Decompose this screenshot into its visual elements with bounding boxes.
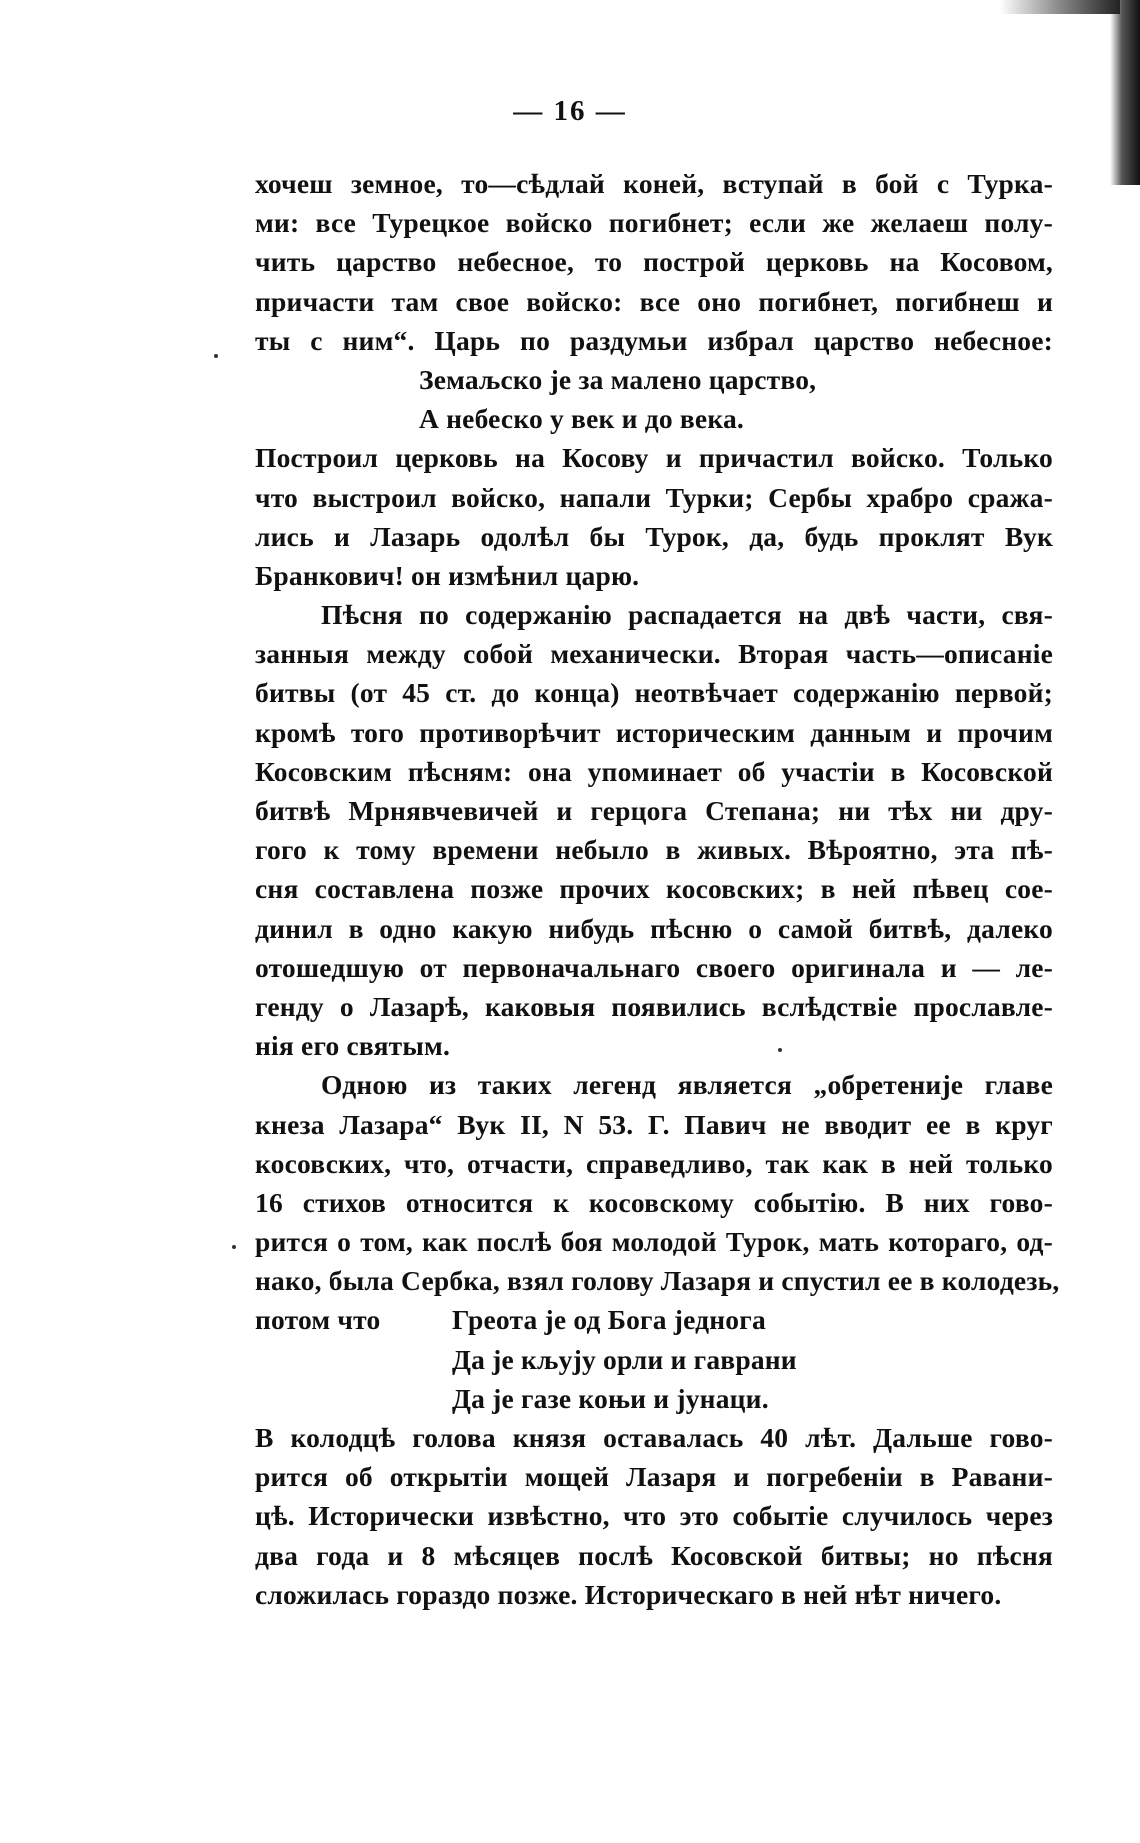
text-line: чить царство небесное, то построй церковь на Косовом, (255, 246, 1053, 278)
verse-quote-1 (255, 360, 1053, 438)
text-line: кромѣ того противорѣчит историческим данным и прочим (255, 716, 1053, 748)
text-line: сня составлена позже прочих косовских; в ней пѣвец сое- (255, 873, 1053, 905)
paragraph-5 (255, 1418, 1053, 1614)
text-line: хочеш земное, то—сѣдлай коней, вступай в бой с Турка- (255, 168, 1053, 199)
text-line: нія его святым. (255, 1030, 451, 1062)
text-line: занныя между собой механически. Вторая часть—описаніе (255, 638, 1053, 670)
verse-line: Да је кљују орли и гаврани (452, 1343, 797, 1375)
text-line: Пѣсня по содержанію распадается на двѣ части, свя- (321, 599, 1053, 631)
text-line: рится об открытіи мощей Лазаря и погребеніи в Равани- (255, 1461, 1053, 1493)
text-line: рится о том, как послѣ боя молодой Турок, мать котораго, од- (255, 1226, 1053, 1258)
scan-speck (214, 354, 218, 358)
text-line: ты с ним“. Царь по раздумьи избрал царство небесное: (255, 324, 1053, 356)
text-line: битвѣ Мрнявчевичей и герцога Степана; ни тѣх ни дру- (255, 795, 1053, 826)
verse-line: А небеско у век и до века. (419, 403, 744, 435)
text-line: Одною из таких легенд является „обретеније главе (321, 1069, 1053, 1101)
verse-lead-in: потом что (255, 1304, 381, 1336)
verse-line (255, 1300, 1053, 1339)
text-line: ми: все Турецкое войско погибнет; если же желаеш полу- (255, 207, 1053, 239)
page-number: — 16 — (513, 95, 627, 127)
verse-text: Греота је од Бога једнога (452, 1304, 766, 1336)
text-line: цѣ. Исторически извѣстно, что это событіе случилось через (255, 1500, 1053, 1532)
text-line: динил в одно какую нибудь пѣсню о самой битвѣ, далеко (255, 912, 1053, 944)
text-line: битвы (от 45 ст. до конца) неотвѣчает содержанію первой; (255, 677, 1053, 709)
text-line: 16 стихов относится к косовскому событію. В них гово- (255, 1186, 1053, 1218)
page-body (255, 164, 1060, 1614)
text-line: два года и 8 мѣсяцев послѣ Косовской битвы; но пѣсня (255, 1539, 1053, 1571)
text-line: отошедшую от первоначальнаго своего оригинала и — ле- (255, 951, 1053, 983)
text-line: кнеза Лазара“ Вук II, N 53. Г. Павич не вводит ее в круг (255, 1108, 1053, 1140)
text-line: Косовским пѣсням: она упоминает об участіи в Косовской (255, 755, 1053, 787)
text-line: Построил церковь на Косову и причастил войско. Только (255, 442, 1053, 474)
paragraph-1 (255, 164, 1053, 360)
scanned-page-corner-shadow (1000, 0, 1120, 14)
verse-quote-2 (255, 1300, 1053, 1418)
verse-line: Земаљско је за малено царство, (419, 363, 817, 395)
paragraph-4 (255, 1065, 1060, 1300)
text-line: генду о Лазарѣ, каковыя появились вслѣдствіе прославле- (255, 990, 1053, 1022)
paragraph-2 (255, 438, 1053, 595)
text-line: лись и Лазарь одолѣл бы Турок, да, будь проклят Вук (255, 520, 1053, 552)
text-line: нако, была Сербка, взял голову Лазаря и спустил ее в колодезь, (255, 1265, 1060, 1297)
text-line: причасти там свое войско: все оно погибнет, погибнеш и (255, 285, 1053, 317)
scan-speck (232, 1245, 236, 1249)
verse-line: Да је газе коњи и јунаци. (452, 1382, 769, 1414)
paragraph-3 (255, 595, 1053, 1065)
text-line: косовских, что, отчасти, справедливо, так как в ней только (255, 1147, 1053, 1179)
text-line: Бранкович! он измѣнил царю. (255, 559, 640, 591)
text-line: гого к тому времени небыло в живых. Вѣроятно, эта пѣ- (255, 834, 1053, 866)
text-line: В колодцѣ голова князя оставалась 40 лѣт. Дальше гово- (255, 1422, 1053, 1453)
scan-speck (778, 1048, 782, 1052)
scanned-page-edge-shadow (1110, 0, 1140, 185)
text-line: что выстроил войско, напали Турки; Сербы храбро сража- (255, 481, 1053, 513)
text-line: сложилась гораздо позже. Историческаго в ней нѣт ничего. (255, 1578, 1002, 1610)
